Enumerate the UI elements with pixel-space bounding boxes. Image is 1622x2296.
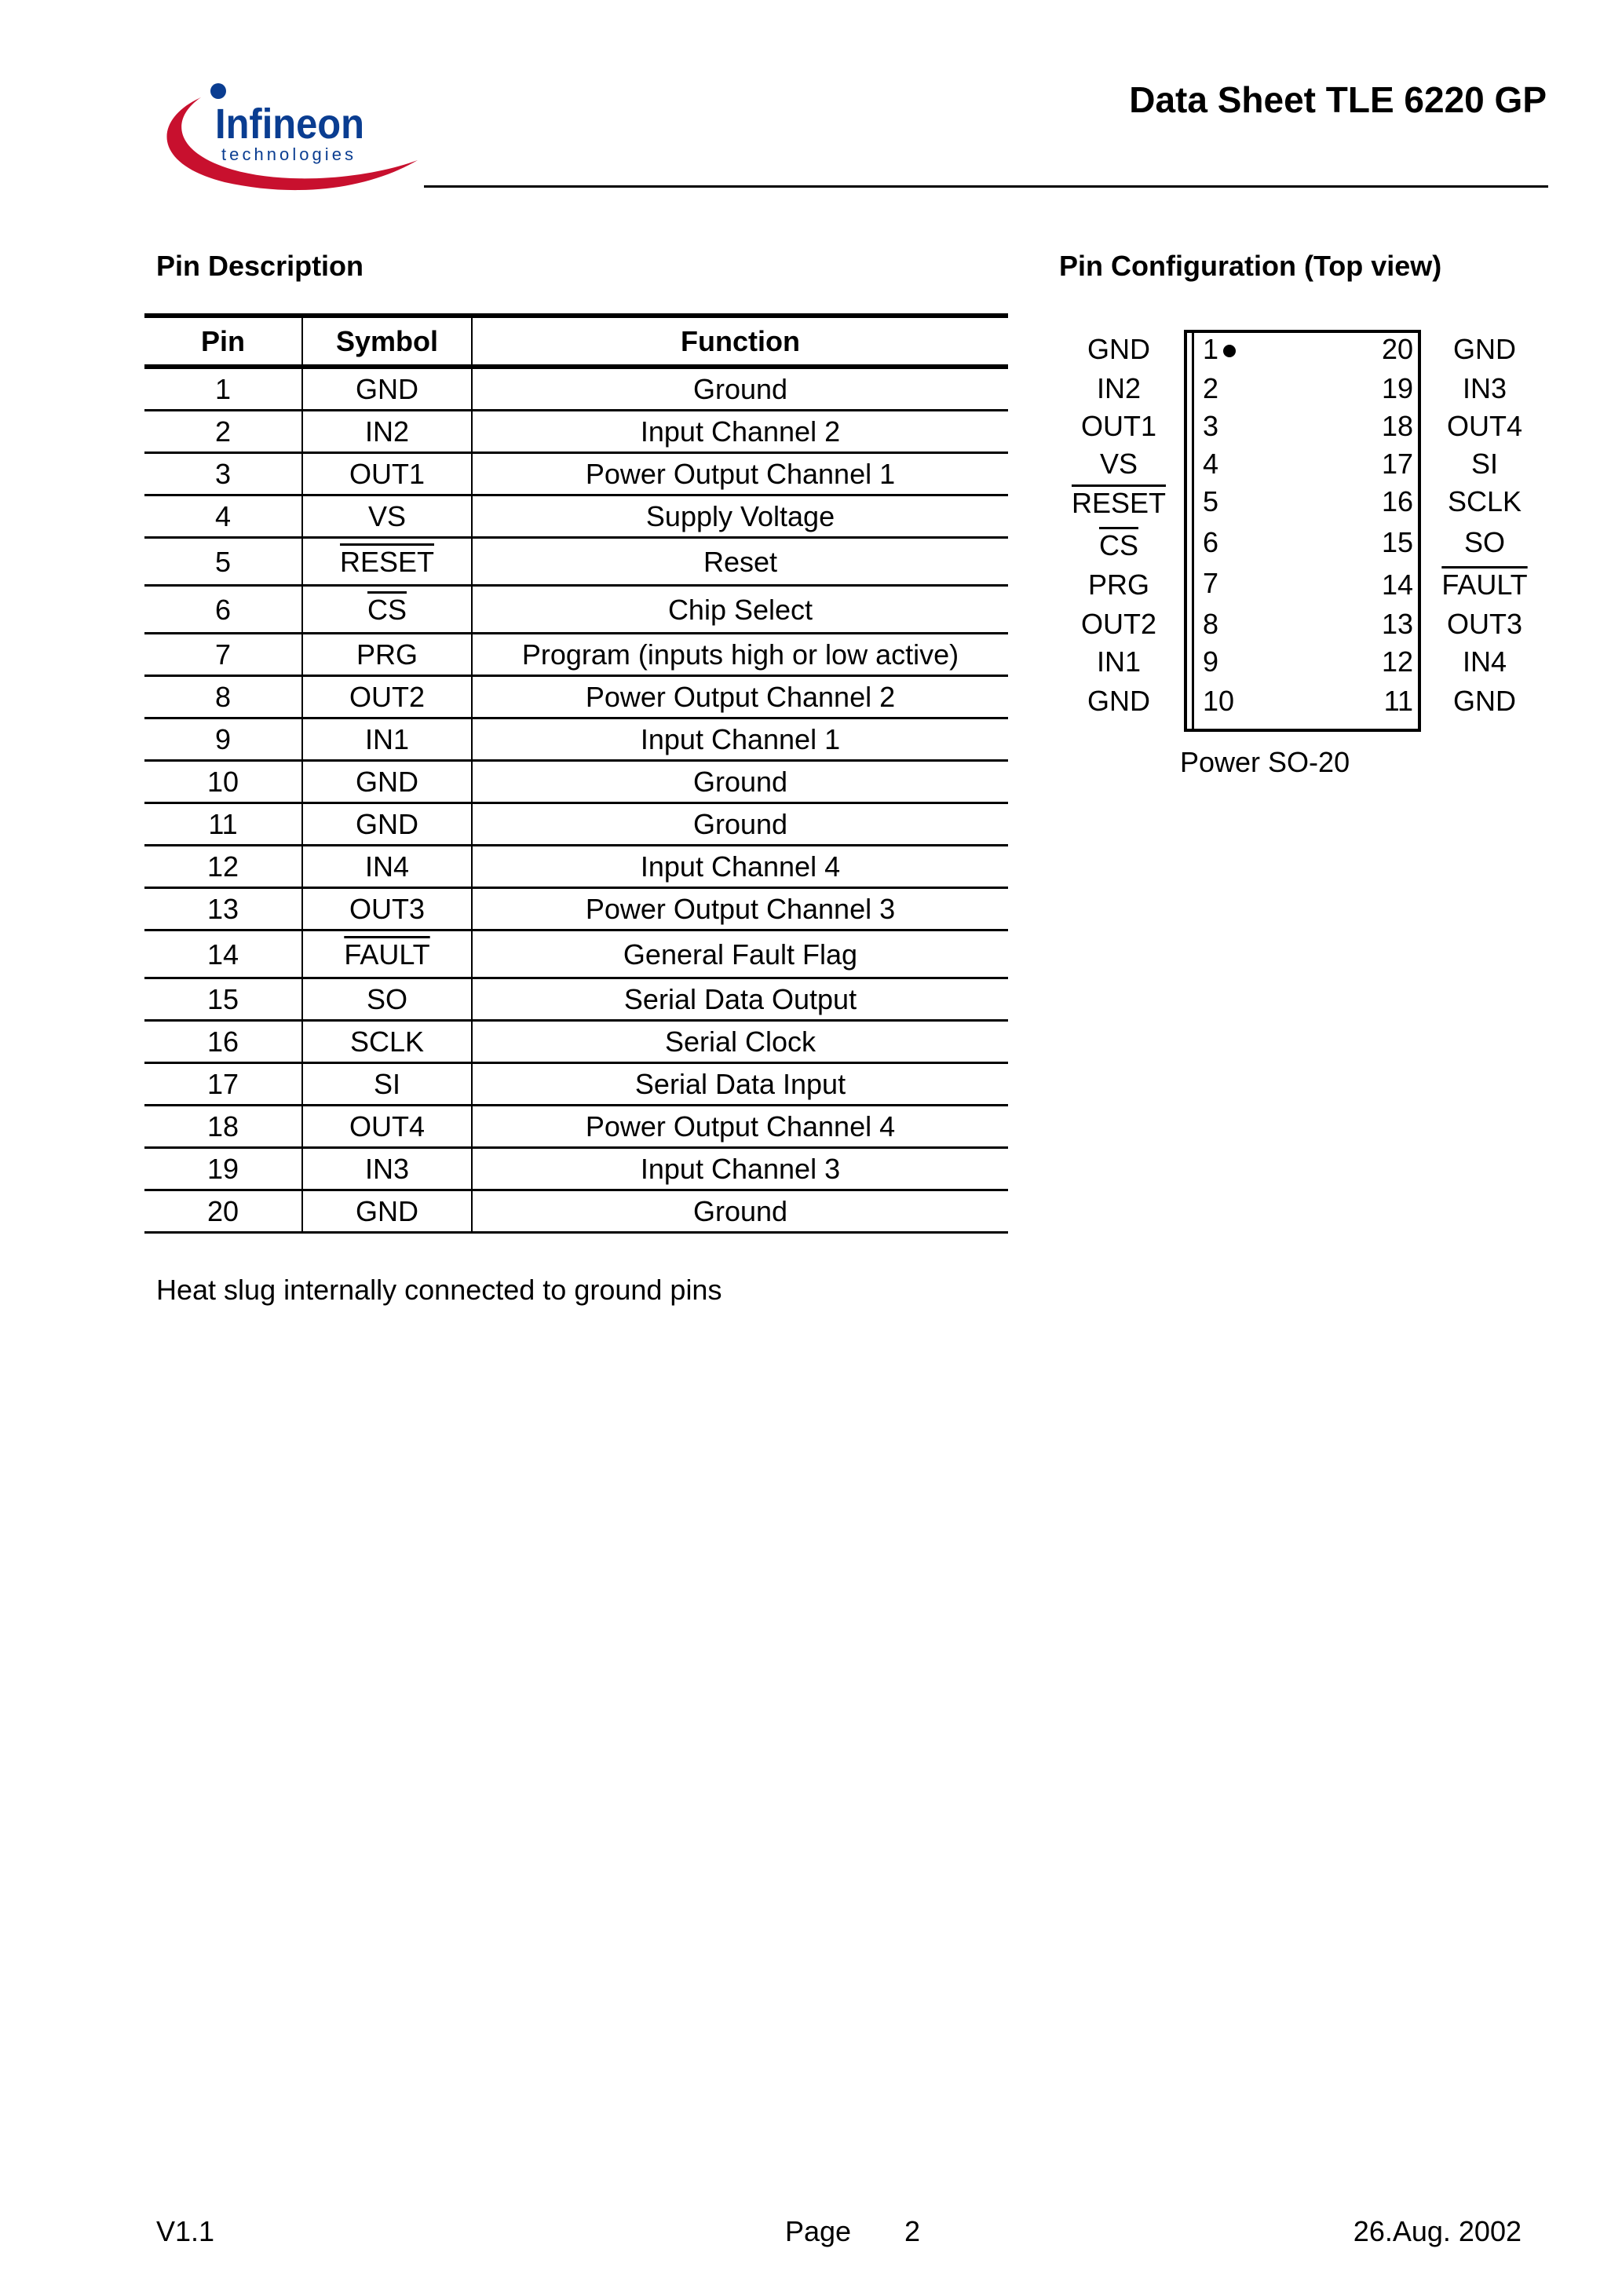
pin-function-cell [472,586,1008,634]
pin-symbol-cell [302,1021,472,1063]
pin-symbol-cell [302,586,472,634]
diagram-right-signal: GND [1453,333,1516,365]
table-row [144,978,1008,1021]
pin-function-text: Ground [692,373,788,405]
pin-function-cell [472,978,1008,1021]
pin-number-cell [144,803,302,846]
table-row [144,846,1008,888]
pin-number-text: 12 [206,850,239,883]
diagram-right-pin-number: 19 [1381,372,1413,404]
pin-number-text: 20 [206,1195,239,1227]
footer-version: V1.1 [156,2215,215,2247]
table-row [144,1190,1008,1233]
diagram-left-signal: VS [1099,448,1138,480]
diagram-right-pin-number: 16 [1381,485,1413,517]
table-row [144,453,1008,495]
pin-function-text: Reset [703,545,778,578]
table-row [144,1063,1008,1106]
pin-function-text: Ground [692,766,788,798]
diagram-left-signal: IN2 [1096,372,1142,404]
table-row [144,676,1008,718]
pin-number-text: 11 [208,808,238,840]
table-row [144,586,1008,634]
pin-number-text: 1 [214,373,232,405]
diagram-right-signal: SO [1463,526,1505,558]
diagram-right-signal: FAULT [1441,569,1528,601]
diagram-left-pin-number: 5 [1203,485,1219,517]
diagram-left-signal: PRG [1087,569,1149,601]
pin-symbol-text: RESET [339,545,435,578]
pin-number-text: 13 [206,893,239,925]
pin-number-cell [144,1148,302,1190]
pin-function-text: Input Channel 4 [640,850,841,883]
diagram-right-pin-number: 20 [1381,333,1413,365]
column-header-function: Function [472,316,1008,367]
pin-symbol-cell [302,718,472,761]
header-divider [424,185,1548,188]
pin-symbol-text: GND [356,1195,418,1227]
pin-number-text: 15 [206,983,239,1015]
pin-function-cell [472,676,1008,718]
pin-symbol-text: SI [373,1068,400,1100]
logo-wordmark: Infineon [215,101,364,148]
table-row [144,1148,1008,1190]
pin-number-cell [144,718,302,761]
pin-number-cell [144,453,302,495]
pin-function-cell [472,718,1008,761]
diagram-right-pin-number: 13 [1381,608,1413,640]
table-row [144,634,1008,676]
pin-symbol-text: GND [356,808,418,840]
pin-symbol-cell [302,495,472,538]
pin-function-cell [472,930,1008,978]
table-row [144,1106,1008,1148]
logo-dot [210,83,226,99]
pin-function-text: Input Channel 2 [640,415,841,448]
table-row [144,761,1008,803]
pin-symbol-cell [302,411,472,453]
pin-symbol-text: SCLK [349,1026,425,1058]
table-row [144,930,1008,978]
diagram-left-pin-number: 8 [1203,608,1219,640]
ic-package-edge-line [1192,331,1194,730]
pin-symbol-text: PRG [356,638,418,671]
pin-symbol-cell [302,367,472,411]
table-header-row [144,316,1008,367]
pin-number-cell [144,538,302,586]
pin-symbol-text: GND [356,373,418,405]
table-row [144,888,1008,930]
pin-function-text: Power Output Channel 4 [585,1110,896,1143]
pin-number-text: 3 [214,458,232,490]
pin-symbol-text: OUT3 [349,893,425,925]
diagram-right-signal: GND [1453,685,1516,717]
pin-function-cell [472,538,1008,586]
pin-symbol-cell [302,538,472,586]
pin-symbol-text: IN1 [364,723,410,755]
pin-number-cell [144,367,302,411]
pin-function-text: Input Channel 3 [640,1153,841,1185]
pin-function-text: Power Output Channel 1 [585,458,896,490]
pin-number-cell [144,1063,302,1106]
diagram-right-pin-number: 11 [1383,685,1413,717]
diagram-left-signal: $\overline{CS}$ [1098,529,1138,561]
pin-symbol-text: OUT4 [349,1110,425,1143]
diagram-left-pin-number: 10 [1203,685,1235,717]
pin-symbol-text: FAULT [344,938,430,971]
pin-description-table [144,313,1008,1234]
diagram-left-signal: RESET [1071,487,1167,519]
pin-function-text: Serial Data Input [634,1068,846,1100]
pin-function-cell [472,1190,1008,1233]
pin-number-text: 18 [206,1110,239,1143]
pin-symbol-text: IN2 [364,415,410,448]
diagram-right-signal: OUT4 [1446,410,1522,442]
diagram-left-pin-number: 3 [1203,410,1219,442]
pin-function-cell [472,411,1008,453]
pin-symbol-cell [302,1063,472,1106]
pin-number-text: 9 [214,723,232,755]
pin-symbol-text: OUT2 [349,681,425,713]
diagram-left-pin-number: 9 [1203,645,1219,678]
pin-symbol-cell [302,1190,472,1233]
pin-function-text: Input Channel 1 [640,723,841,755]
pin-symbol-cell [302,453,472,495]
pin-number-cell [144,1021,302,1063]
pin-function-text: Chip Select [667,593,813,626]
diagram-right-pin-number: 18 [1381,410,1413,442]
diagram-left-signal: OUT2 [1080,608,1156,640]
pin-number-cell [144,1190,302,1233]
pin-number-cell [144,888,302,930]
column-header-pin: Pin [144,316,302,367]
pin-symbol-text: GND [356,766,418,798]
pin-function-text: Program (inputs high or low active) [521,638,959,671]
pin-symbol-cell [302,803,472,846]
diagram-left-signal: OUT1 [1080,410,1156,442]
pin-symbol-text: $\overline{CS}$ [367,593,407,626]
diagram-left-signal: GND [1087,685,1150,717]
diagram-right-signal: IN4 [1462,645,1507,678]
pin-symbol-text: IN3 [364,1153,410,1185]
pin-symbol-cell [302,761,472,803]
pin-number-text: 7 [214,638,232,671]
pin-symbol-text: VS [367,500,407,532]
diagram-left-pin-number: 6 [1203,526,1219,558]
pin-function-text: Supply Voltage [645,500,835,532]
diagram-right-signal: SCLK [1447,485,1522,517]
pin-number-cell [144,1106,302,1148]
pin-function-text: Power Output Channel 2 [585,681,896,713]
pin-number-text: 14 [206,938,239,971]
pin-function-text: Ground [692,1195,788,1227]
pin-function-cell [472,495,1008,538]
pin-function-cell [472,1063,1008,1106]
pin-number-cell [144,930,302,978]
pin-number-cell [144,634,302,676]
pin-function-cell [472,846,1008,888]
logo-subtext: technologies [221,144,353,164]
pin-function-text: General Fault Flag [623,938,858,971]
pin-function-cell [472,888,1008,930]
diagram-left-pin-number: 7 [1203,567,1219,599]
pin-symbol-cell [302,846,472,888]
table-row [144,803,1008,846]
pin-number-text: 19 [206,1153,239,1185]
pin-symbol-cell [302,1148,472,1190]
diagram-right-signal: OUT3 [1446,608,1522,640]
pin-function-text: Ground [692,808,788,840]
pin-symbol-text: IN4 [364,850,410,883]
infineon-logo [154,75,421,201]
table-row [144,718,1008,761]
pin-number-text: 6 [214,593,232,626]
pin-number-text: 16 [206,1026,239,1058]
pin-number-cell [144,676,302,718]
pin-configuration-heading: Pin Configuration (Top view) [1059,250,1442,282]
pin-function-text: Power Output Channel 3 [585,893,896,925]
pin-function-cell [472,634,1008,676]
pin-symbol-cell [302,978,472,1021]
table-row [144,1021,1008,1063]
pin-number-cell [144,411,302,453]
pin-number-text: 17 [206,1068,239,1100]
diagram-right-pin-number: 15 [1381,526,1413,558]
diagram-right-pin-number: 12 [1381,645,1413,678]
document-title: Data Sheet TLE 6220 GP [1129,79,1547,120]
pin-number-text: 5 [214,545,232,578]
footer-page-number: 2 [904,2215,921,2247]
package-label: Power SO-20 [1180,746,1350,778]
diagram-left-pin-number: 1 [1203,333,1219,365]
pin-number-text: 8 [214,681,232,713]
diagram-left-pin-number: 2 [1203,372,1219,404]
pin-function-cell [472,1148,1008,1190]
pin-symbol-text: SO [366,983,407,1015]
pin-function-cell [472,761,1008,803]
pin-function-cell [472,1106,1008,1148]
pin-symbol-text: OUT1 [349,458,425,490]
pin-symbol-cell [302,676,472,718]
table-row [144,411,1008,453]
pin1-marker-dot [1223,345,1236,357]
table-row [144,367,1008,411]
diagram-right-signal: SI [1470,448,1498,480]
diagram-left-signal: IN1 [1096,645,1142,678]
table-row [144,495,1008,538]
footer-date: 26.Aug. 2002 [1353,2215,1522,2247]
diagram-left-pin-number: 4 [1203,448,1219,480]
pin-function-text: Serial Data Output [623,983,857,1015]
pin-number-cell [144,495,302,538]
pin-number-cell [144,761,302,803]
pin-symbol-cell [302,1106,472,1148]
pin-symbol-cell [302,888,472,930]
diagram-right-pin-number: 14 [1381,569,1413,601]
diagram-right-signal: IN3 [1462,372,1507,404]
pin-number-cell [144,586,302,634]
diagram-left-signal: GND [1087,333,1150,365]
pin-number-text: 2 [214,415,232,448]
pin-number-text: 4 [214,500,232,532]
diagram-right-pin-number: 17 [1381,448,1413,480]
heat-slug-note: Heat slug internally connected to ground pins [156,1274,722,1306]
column-header-symbol: Symbol [302,316,472,367]
pin-number-cell [144,978,302,1021]
pin-description-heading: Pin Description [156,250,364,282]
table-row [144,538,1008,586]
pin-function-cell [472,1021,1008,1063]
pin-number-cell [144,846,302,888]
footer-page-label: Page [785,2215,852,2247]
pin-function-cell [472,367,1008,411]
pin-symbol-cell [302,930,472,978]
pin-symbol-cell [302,634,472,676]
pin-function-cell [472,803,1008,846]
pin-function-cell [472,453,1008,495]
pin-function-text: Serial Clock [664,1026,816,1058]
pin-number-text: 10 [206,766,239,798]
